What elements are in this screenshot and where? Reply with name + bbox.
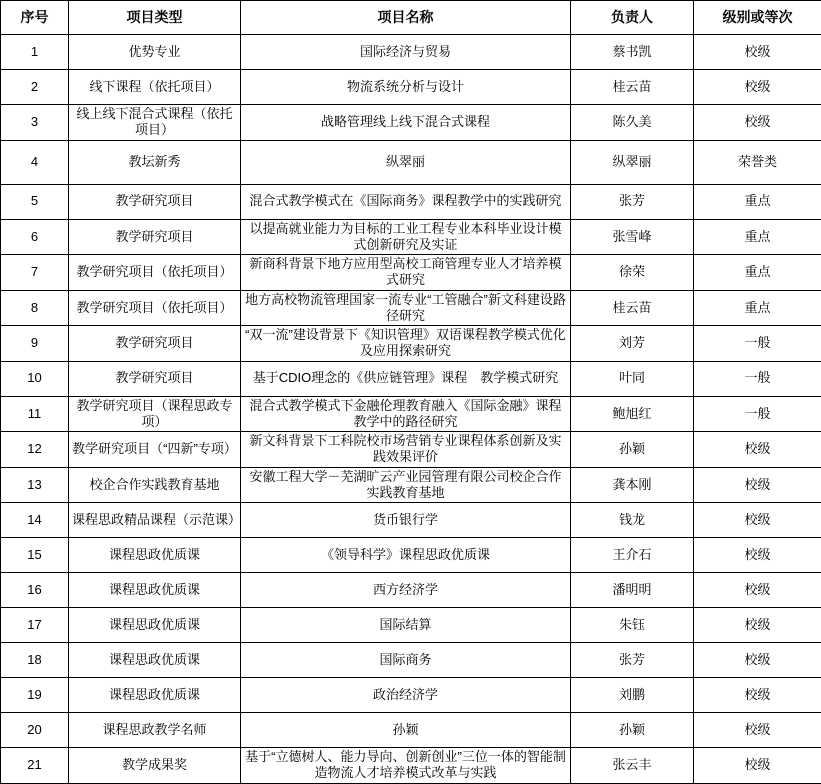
cell-index: 20 [1,713,69,748]
cell-name: 安徽工程大学－芜湖旷云产业园管理有限公司校企合作实践教育基地 [241,467,571,503]
cell-level: 校级 [694,713,821,748]
cell-level: 校级 [694,748,821,784]
cell-name: 国际商务 [241,643,571,678]
cell-leader: 张雪峰 [571,219,694,255]
table-row [1,678,821,713]
cell-type: 优势专业 [69,35,241,70]
table-row [1,105,821,141]
cell-index: 4 [1,140,69,184]
cell-leader: 孙颖 [571,713,694,748]
cell-level: 一般 [694,326,821,362]
column-header-name: 项目名称 [241,1,571,35]
table-row [1,361,821,396]
cell-index: 12 [1,432,69,468]
cell-level: 校级 [694,608,821,643]
cell-name: 地方高校物流管理国家一流专业“工管融合”新文科建设路径研究 [241,290,571,326]
table-row [1,748,821,784]
cell-name: 混合式教学模式下金融伦理教育融入《国际金融》课程教学中的路径研究 [241,396,571,432]
cell-type: 教学研究项目 [69,326,241,362]
cell-level: 重点 [694,219,821,255]
table-row [1,503,821,538]
cell-level: 校级 [694,678,821,713]
cell-type: 课程思政优质课 [69,643,241,678]
cell-type: 教学研究项目（依托项目） [69,290,241,326]
cell-index: 1 [1,35,69,70]
cell-leader: 徐荣 [571,255,694,291]
cell-leader: 叶同 [571,361,694,396]
cell-name: 孙颖 [241,713,571,748]
cell-type: 课程思政优质课 [69,608,241,643]
cell-index: 19 [1,678,69,713]
cell-name: 新文科背景下工科院校市场营销专业课程体系创新及实践效果评价 [241,432,571,468]
cell-leader: 张云丰 [571,748,694,784]
cell-name: 混合式教学模式在《国际商务》课程教学中的实践研究 [241,184,571,219]
cell-type: 课程思政优质课 [69,538,241,573]
cell-leader: 王介石 [571,538,694,573]
table-row [1,608,821,643]
cell-level: 校级 [694,105,821,141]
table-row [1,643,821,678]
cell-name: 战略管理线上线下混合式课程 [241,105,571,141]
cell-leader: 钱龙 [571,503,694,538]
header-row [1,1,821,35]
cell-name: 货币银行学 [241,503,571,538]
cell-level: 一般 [694,396,821,432]
cell-leader: 潘明明 [571,573,694,608]
column-header-index: 序号 [1,1,69,35]
cell-type: 课程思政教学名师 [69,713,241,748]
cell-index: 17 [1,608,69,643]
cell-level: 校级 [694,573,821,608]
table-row [1,432,821,468]
table-row [1,70,821,105]
cell-level: 校级 [694,35,821,70]
cell-level: 校级 [694,538,821,573]
cell-leader: 朱钰 [571,608,694,643]
cell-name: 新商科背景下地方应用型高校工商管理专业人才培养模式研究 [241,255,571,291]
cell-level: 校级 [694,70,821,105]
cell-name: 纵翠丽 [241,140,571,184]
cell-type: 课程思政优质课 [69,573,241,608]
cell-name: 基于CDIO理念的《供应链管理》课程 教学模式研究 [241,361,571,396]
cell-type: 教学研究项目 [69,219,241,255]
column-header-type: 项目类型 [69,1,241,35]
cell-level: 重点 [694,290,821,326]
cell-name: 基于“立德树人、能力导向、创新创业”三位一体的智能制造物流人才培养模式改革与实践 [241,748,571,784]
cell-index: 14 [1,503,69,538]
cell-type: 课程思政精品课程（示范课） [69,503,241,538]
cell-type: 校企合作实践教育基地 [69,467,241,503]
cell-index: 10 [1,361,69,396]
cell-leader: 鲍旭红 [571,396,694,432]
cell-name: 国际经济与贸易 [241,35,571,70]
table-row [1,326,821,362]
cell-leader: 陈久美 [571,105,694,141]
cell-type: 教学研究项目（“四新”专项） [69,432,241,468]
table-row [1,219,821,255]
cell-name: 物流系统分析与设计 [241,70,571,105]
cell-type: 教学研究项目（依托项目） [69,255,241,291]
cell-level: 校级 [694,467,821,503]
cell-index: 8 [1,290,69,326]
cell-leader: 纵翠丽 [571,140,694,184]
table-row [1,538,821,573]
table-row [1,573,821,608]
cell-type: 课程思政优质课 [69,678,241,713]
table-row [1,35,821,70]
cell-leader: 桂云苗 [571,70,694,105]
table-row [1,467,821,503]
table-row [1,290,821,326]
cell-name: 以提高就业能力为目标的工业工程专业本科毕业设计模式创新研究及实证 [241,219,571,255]
cell-level: 重点 [694,255,821,291]
cell-index: 5 [1,184,69,219]
cell-index: 18 [1,643,69,678]
table-row [1,713,821,748]
cell-level: 一般 [694,361,821,396]
cell-leader: 孙颖 [571,432,694,468]
cell-type: 线下课程（依托项目） [69,70,241,105]
cell-name: 政治经济学 [241,678,571,713]
cell-type: 教学研究项目 [69,184,241,219]
cell-leader: 张芳 [571,643,694,678]
table-row [1,184,821,219]
cell-leader: 刘鹏 [571,678,694,713]
cell-index: 2 [1,70,69,105]
cell-type: 教学研究项目（课程思政专项） [69,396,241,432]
cell-leader: 桂云苗 [571,290,694,326]
cell-level: 荣誉类 [694,140,821,184]
cell-level: 校级 [694,503,821,538]
cell-index: 6 [1,219,69,255]
cell-level: 校级 [694,432,821,468]
cell-name: 西方经济学 [241,573,571,608]
cell-type: 教学成果奖 [69,748,241,784]
cell-index: 16 [1,573,69,608]
table-row [1,140,821,184]
cell-index: 15 [1,538,69,573]
cell-name: “双一流”建设背景下《知识管理》双语课程教学模式优化及应用探索研究 [241,326,571,362]
column-header-level: 级别或等次 [694,1,821,35]
column-header-leader: 负责人 [571,1,694,35]
cell-type: 教坛新秀 [69,140,241,184]
cell-leader: 张芳 [571,184,694,219]
cell-name: 《领导科学》课程思政优质课 [241,538,571,573]
cell-index: 21 [1,748,69,784]
cell-type: 教学研究项目 [69,361,241,396]
cell-name: 国际结算 [241,608,571,643]
cell-leader: 蔡书凯 [571,35,694,70]
cell-index: 3 [1,105,69,141]
cell-index: 13 [1,467,69,503]
cell-leader: 龚本刚 [571,467,694,503]
cell-level: 校级 [694,643,821,678]
cell-index: 11 [1,396,69,432]
cell-level: 重点 [694,184,821,219]
cell-index: 7 [1,255,69,291]
table-row [1,255,821,291]
cell-index: 9 [1,326,69,362]
table-row [1,396,821,432]
cell-type: 线上线下混合式课程（依托项目） [69,105,241,141]
cell-leader: 刘芳 [571,326,694,362]
